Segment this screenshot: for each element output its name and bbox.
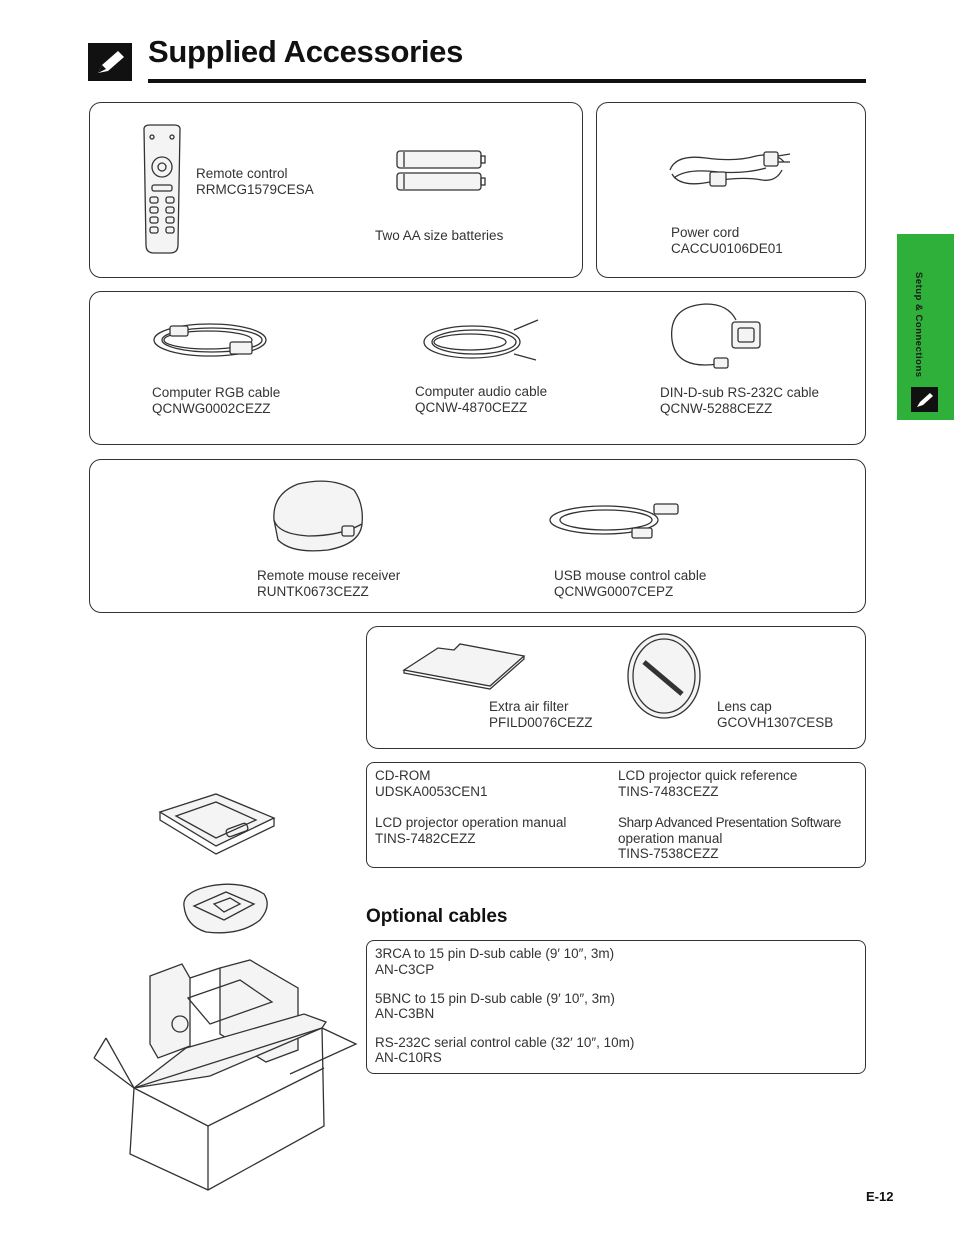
quickref-name: LCD projector quick reference [618,768,798,783]
packaging-tray-icon [156,790,280,858]
power-cord-name: Power cord [671,225,740,240]
air-filter-icon [400,640,530,692]
audio-cable-name: Computer audio cable [415,384,548,399]
optional-cable-name: 5BNC to 15 pin D-sub cable (9′ 10″, 3m) [375,991,615,1006]
manual-code: TINS-7482CEZZ [375,831,476,846]
lens-cap-code: GCOVH1307CESB [717,715,834,730]
accessory-box-mouse [89,459,866,613]
remote-control-code: RRMCG1579CESA [196,182,314,197]
manual-name: LCD projector operation manual [375,815,567,830]
page-title: Supplied Accessories [148,34,464,69]
optional-cable-code: AN-C3CP [375,962,435,977]
packaging-box-icon [90,958,358,1194]
power-cord-icon [666,148,794,192]
rgb-cable-code: QCNWG0002CEZZ [152,401,271,416]
packaging-cushion-icon [180,880,272,938]
pen-icon [88,43,132,81]
sharp-software-name-2: operation manual [618,831,723,846]
remote-control-icon [140,125,184,255]
mouse-receiver-name: Remote mouse receiver [257,568,401,583]
cdrom-name: CD-ROM [375,768,431,783]
optional-cables-heading: Optional cables [366,906,508,927]
rs232-cable-name: DIN-D-sub RS-232C cable [660,385,820,400]
rgb-cable-icon [150,318,274,362]
lens-cap-name: Lens cap [717,699,772,714]
audio-cable-code: QCNW-4870CEZZ [415,400,528,415]
rs232-cable-code: QCNW-5288CEZZ [660,401,773,416]
batteries-label: Two AA size batteries [375,228,504,243]
batteries-icon [394,148,486,194]
rs232-cable-icon [666,300,768,374]
side-tab-label: Setup & Connections [913,272,924,378]
rgb-cable-name: Computer RGB cable [152,385,281,400]
quickref-code: TINS-7483CEZZ [618,784,719,799]
optional-cable-name: 3RCA to 15 pin D-sub cable (9′ 10″, 3m) [375,946,615,961]
mouse-receiver-code: RUNTK0673CEZZ [257,584,369,599]
power-cord-code: CACCU0106DE01 [671,241,783,256]
title-rule [148,79,866,83]
page-number: E-12 [866,1189,894,1204]
pen-icon [911,387,938,412]
air-filter-code: PFILD0076CEZZ [489,715,593,730]
usb-cable-code: QCNWG0007CEPZ [554,584,674,599]
optional-cable-name: RS-232C serial control cable (32′ 10″, 10m) [375,1035,635,1050]
audio-cable-icon [418,316,542,364]
usb-cable-name: USB mouse control cable [554,568,707,583]
air-filter-name: Extra air filter [489,699,569,714]
remote-control-name: Remote control [196,166,288,181]
cdrom-code: UDSKA0053CEN1 [375,784,488,799]
sharp-software-code: TINS-7538CEZZ [618,846,719,861]
mouse-receiver-icon [268,474,368,556]
sharp-software-name: Sharp Advanced Presentation Software [618,815,842,830]
optional-cable-code: AN-C3BN [375,1006,435,1021]
lens-cap-icon [624,632,702,720]
optional-cable-code: AN-C10RS [375,1050,442,1065]
usb-cable-icon [544,498,680,542]
